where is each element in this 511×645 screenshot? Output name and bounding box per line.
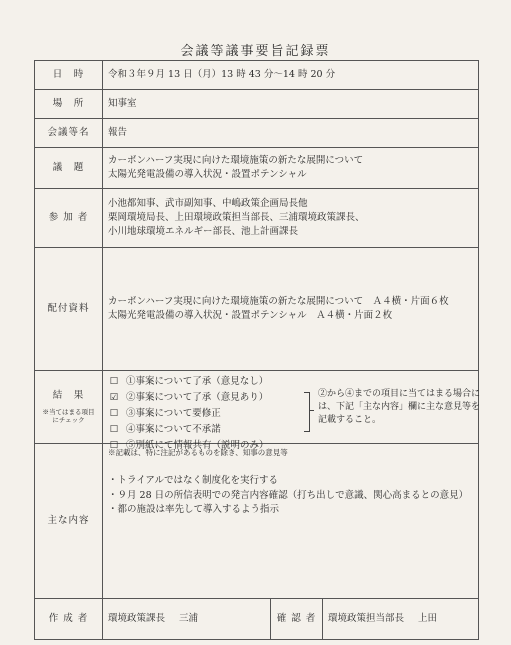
date-value: 令和３年９月 13 日（月）13 時 43 分〜14 時 20 分 — [103, 61, 479, 90]
checkbox-checked-icon[interactable]: ☑ — [109, 392, 119, 403]
result-label-note: ※当てはまる項目にチェック — [42, 407, 95, 425]
content-bullet: ・トライアルではなく制度化を実行する — [108, 475, 279, 487]
place-label: 場 所 — [35, 90, 103, 119]
date-label: 日 時 — [35, 61, 103, 90]
result-label-cell — [35, 371, 103, 444]
attendees-line: 小川地球環境エネルギー部長、池上計画課長 — [108, 226, 299, 238]
documents-label: 配付資料 — [35, 248, 103, 371]
bracket-divider — [304, 392, 310, 432]
result-label: 結 果 — [52, 390, 85, 402]
meeting-kind-value: 報告 — [103, 119, 479, 148]
checkbox-icon[interactable]: ☐ — [109, 440, 119, 451]
topic-value — [103, 148, 479, 189]
content-value — [103, 444, 479, 599]
attendees-line: 小池都知事、武市副知事、中嶋政策企画局長他 — [108, 197, 308, 209]
content-bullet: ・都の施設は率先して導入するよう指示 — [108, 503, 280, 515]
checkbox-icon[interactable]: ☐ — [109, 408, 119, 419]
author-dept: 環境政策課長 — [108, 612, 166, 624]
content-row — [35, 444, 479, 599]
attendees-row — [35, 189, 479, 248]
bracket-tick — [309, 410, 314, 411]
documents-row — [35, 248, 479, 371]
confirmer-value — [323, 599, 479, 640]
result-option-2[interactable]: ☑ ②事案について了承（意見あり） — [108, 390, 269, 406]
author-value — [103, 599, 271, 640]
topic-line: カーボンハーフ実現に向けた環境施策の新たな展開について — [108, 154, 364, 166]
checkbox-icon[interactable]: ☐ — [109, 424, 119, 435]
author-label: 作 成 者 — [35, 599, 103, 640]
content-bullet: ・９月 28 日の所信表明での発言内容確認（打ち出しで意識、関心高まるとの意見） — [108, 489, 469, 501]
minutes-form-table — [34, 60, 479, 640]
meeting-kind-label: 会議等名 — [35, 119, 103, 148]
result-option-3[interactable]: ☐ ③事案について要修正 — [108, 406, 269, 422]
confirmer-label: 確 認 者 — [271, 599, 323, 640]
content-note: ※記載は、特に注記があるものを除き、知事の意見等 — [108, 448, 288, 457]
result-option-4[interactable]: ☐ ④事案について不承諾 — [108, 422, 269, 438]
result-options-cell — [103, 371, 481, 451]
attendees-label: 参 加 者 — [35, 189, 103, 248]
date-row — [35, 61, 479, 90]
document-item: カーボンハーフ実現に向けた環境施策の新たな展開について Ａ４横・片面６枚 — [108, 295, 449, 307]
confirmer-name: 上田 — [418, 612, 438, 624]
result-options — [108, 374, 269, 454]
documents-value — [103, 248, 479, 371]
meeting-kind-row — [35, 119, 479, 148]
result-option-1[interactable]: ☐ ①事案について了承（意見なし） — [108, 374, 269, 390]
result-row — [35, 371, 479, 444]
author-row — [35, 599, 479, 640]
document-item: 太陽光発電設備の導入状況・設置ポテンシャル Ａ４横・片面２枚 — [108, 310, 393, 321]
result-option-5[interactable]: ☐ ⑤別紙にて情報共有（説明のみ） — [108, 438, 269, 454]
topic-label: 議 題 — [35, 148, 103, 189]
attendees-line: 栗岡環境局長、上田環境政策担当部長、三浦環境政策課長、 — [108, 211, 365, 223]
confirmer-dept: 環境政策担当部長 — [328, 612, 405, 624]
topic-row — [35, 148, 479, 189]
document-title: 会議等議事要旨記録票 — [180, 44, 331, 59]
result-note: ②から④までの項目に当てはまる場合には、下記「主な内容」欄に主な意見等を記載すること。 — [318, 389, 481, 426]
attendees-value — [103, 189, 479, 248]
content-label: 主な内容 — [35, 444, 103, 599]
place-row — [35, 90, 479, 119]
place-value: 知事室 — [103, 90, 479, 119]
author-name: 三浦 — [179, 612, 199, 624]
topic-line: 太陽光発電設備の導入状況・設置ポテンシャル — [108, 169, 307, 180]
checkbox-icon[interactable]: ☐ — [109, 376, 119, 387]
